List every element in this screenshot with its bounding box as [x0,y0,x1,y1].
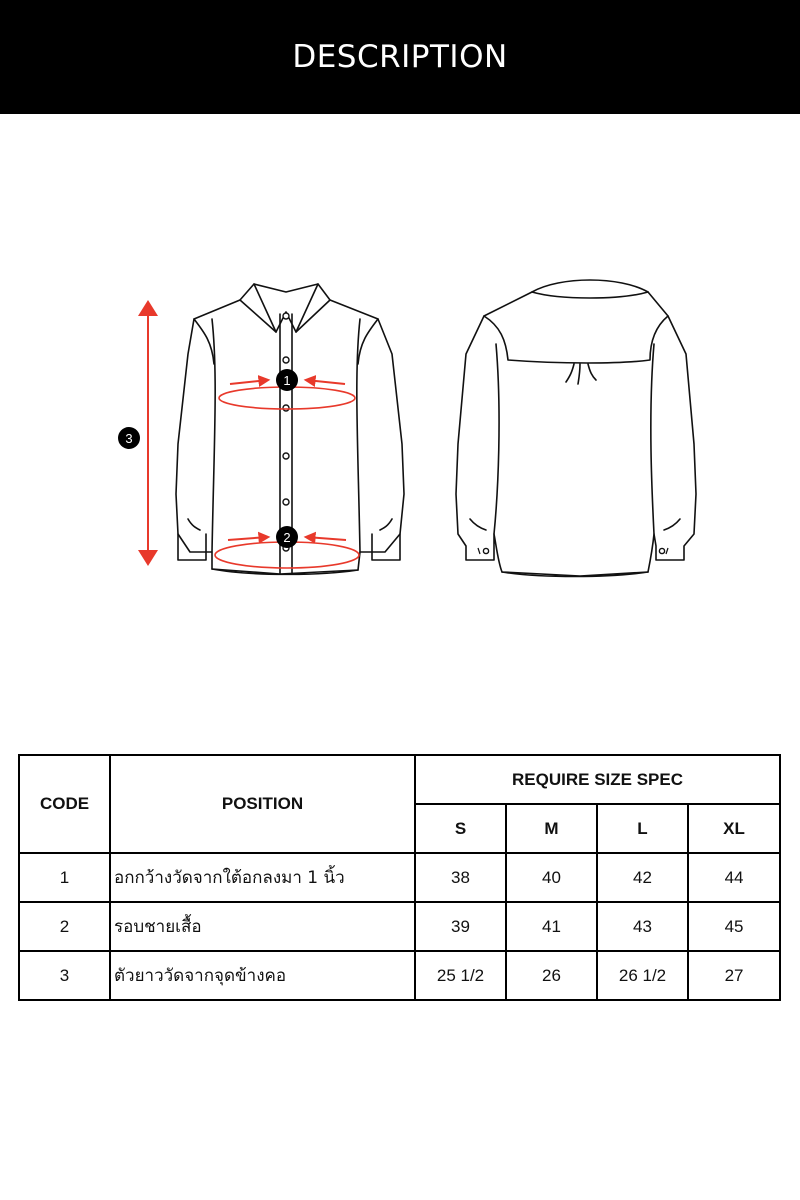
measure-length [118,300,158,566]
size-spec-table [18,754,781,1001]
shirt-back [456,280,696,577]
table-row [19,853,780,902]
row-value-xl: 27 [688,951,780,1000]
row-code: 2 [19,902,110,951]
spec-header: REQUIRE SIZE SPEC [415,755,780,804]
row-position: อกกว้างวัดจากใต้อกลงมา 1 นิ้ว [110,853,415,902]
size-header-l: L [597,804,688,853]
row-position: ตัวยาววัดจากจุดข้างคอ [110,951,415,1000]
row-value-s: 38 [415,853,506,902]
size-header-s: S [415,804,506,853]
row-value-m: 40 [506,853,597,902]
marker-3: 3 [125,431,133,446]
shirt-illustration [0,114,800,734]
row-value-l: 43 [597,902,688,951]
page-title: DESCRIPTION [292,39,508,75]
size-header-m: M [506,804,597,853]
row-value-l: 26 1/2 [597,951,688,1000]
size-header-xl: XL [688,804,780,853]
row-value-xl: 45 [688,902,780,951]
row-value-xl: 44 [688,853,780,902]
table-row [19,951,780,1000]
row-value-m: 26 [506,951,597,1000]
description-header [0,0,800,114]
front-buttons [283,313,289,551]
code-header: CODE [19,755,110,853]
measure-hem [215,526,359,568]
measure-chest [219,369,355,409]
row-value-s: 25 1/2 [415,951,506,1000]
marker-2: 2 [283,530,291,545]
row-value-l: 42 [597,853,688,902]
row-code: 1 [19,853,110,902]
row-value-m: 41 [506,902,597,951]
row-value-s: 39 [415,902,506,951]
table-row [19,902,780,951]
back-cuff-buttons [483,548,664,553]
row-code: 3 [19,951,110,1000]
position-header: POSITION [110,755,415,853]
row-position: รอบชายเสื้อ [110,902,415,951]
marker-1: 1 [283,373,291,388]
